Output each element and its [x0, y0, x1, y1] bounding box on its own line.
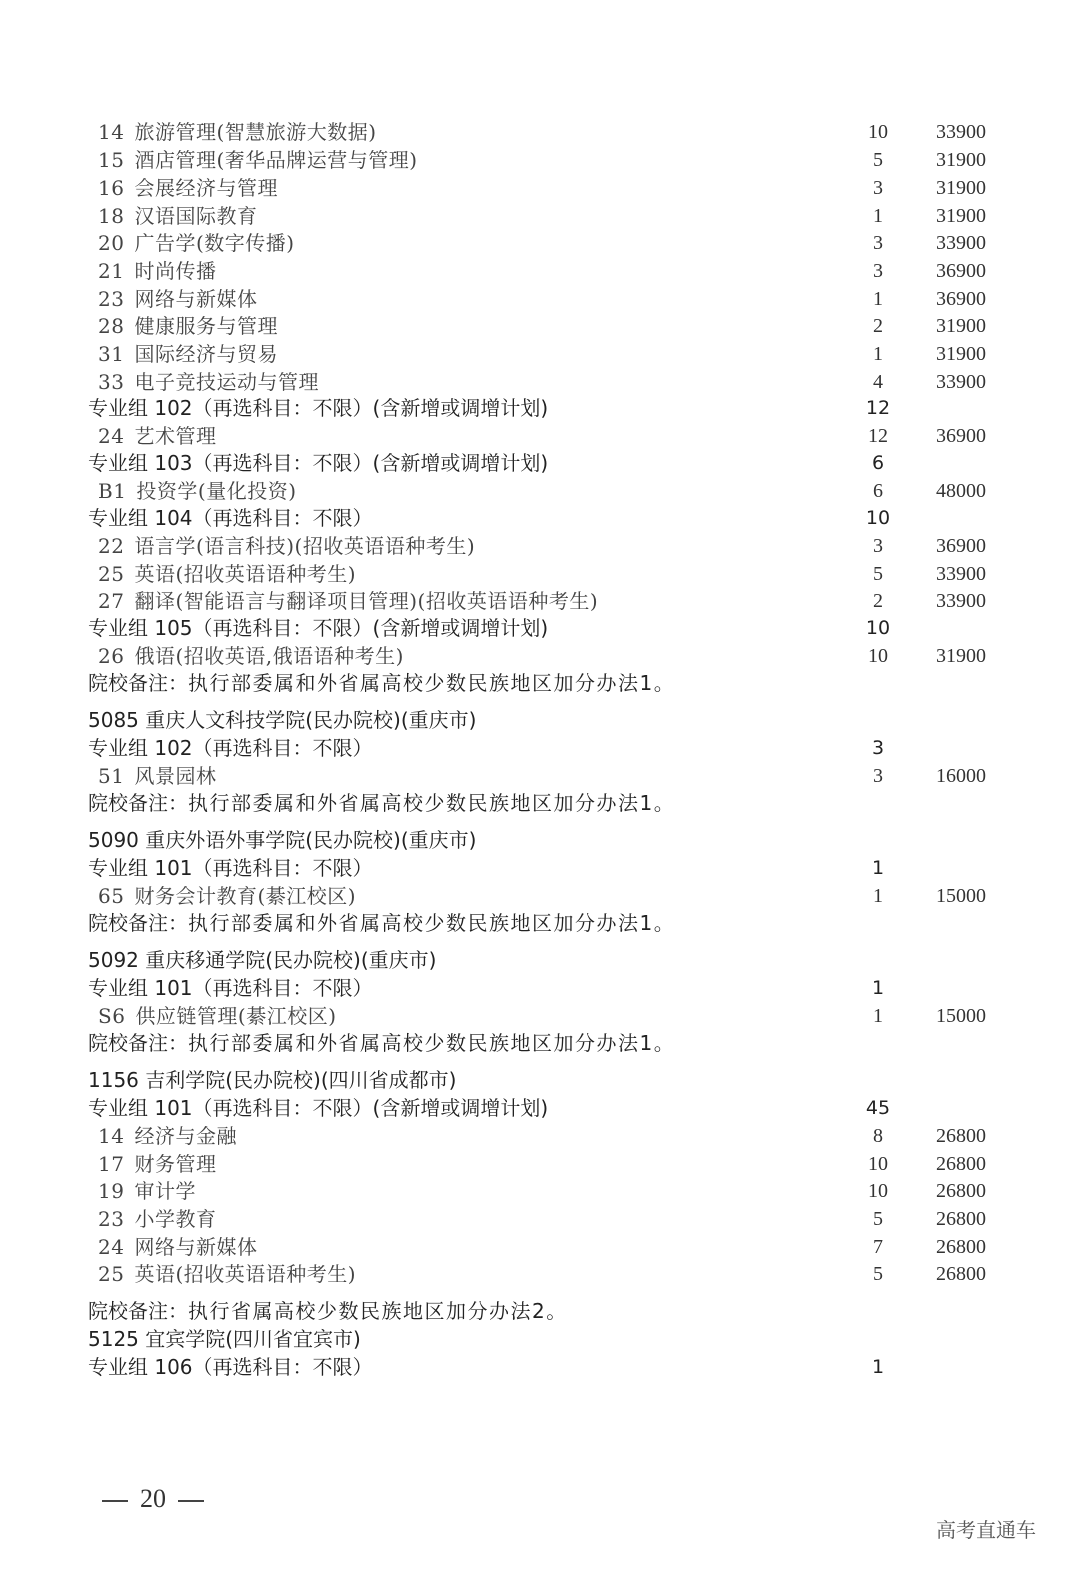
major-label — [98, 1177, 196, 1205]
note-key: 院校备注： — [88, 1299, 188, 1323]
major-name: 广告学(数字传播) — [134, 231, 295, 255]
major-code: 51 — [98, 764, 125, 788]
major-label — [98, 762, 216, 790]
major-code: 23 — [98, 287, 125, 311]
school-title: 5125 宜宾学院(四川省宜宾市) — [88, 1327, 361, 1351]
school-note — [88, 669, 675, 697]
group-row — [88, 1353, 1008, 1381]
note-row — [88, 789, 1008, 817]
watermark: 高考直通车 — [936, 1518, 1036, 1542]
major-code: S6 — [98, 1004, 126, 1028]
plan-count: 1 — [873, 343, 883, 365]
group-title: 专业组 104（再选科目：不限） — [88, 506, 373, 530]
major-name: 英语(招收英语语种考生) — [134, 562, 357, 586]
major-code: 28 — [98, 314, 125, 338]
major-row — [88, 118, 1008, 146]
school-note — [88, 1029, 675, 1057]
school-row — [88, 1066, 1008, 1094]
major-row — [88, 312, 1008, 340]
plan-count: 1 — [873, 885, 883, 907]
tuition-fee: 31900 — [936, 343, 986, 365]
note-text: 执行部委属和外省属高校少数民族地区加分办法1。 — [188, 791, 676, 815]
major-code: 33 — [98, 370, 125, 394]
school-title: 5085 重庆人文科技学院(民办院校)(重庆市) — [88, 708, 477, 732]
tuition-fee: 31900 — [936, 645, 986, 667]
major-label — [98, 1205, 216, 1233]
plan-count: 5 — [873, 563, 883, 585]
major-name: 酒店管理(奢华品牌运营与管理) — [134, 148, 418, 172]
major-code: 16 — [98, 176, 125, 200]
plan-count: 6 — [871, 452, 885, 474]
plan-count: 3 — [873, 260, 883, 282]
major-label — [98, 202, 257, 230]
plan-count: 6 — [873, 480, 883, 502]
tuition-fee: 48000 — [936, 480, 986, 502]
tuition-fee: 31900 — [936, 149, 986, 171]
major-name: 汉语国际教育 — [134, 204, 258, 228]
major-code: 19 — [98, 1179, 125, 1203]
group-title: 专业组 101（再选科目：不限） — [88, 856, 373, 880]
major-label — [98, 1260, 356, 1288]
plan-count: 3 — [873, 535, 883, 557]
plan-count: 5 — [873, 149, 883, 171]
major-label — [98, 340, 278, 368]
plan-count: 3 — [873, 232, 883, 254]
major-label — [98, 1150, 216, 1178]
school-note — [88, 1297, 568, 1325]
plan-count: 3 — [871, 737, 885, 759]
major-label — [98, 477, 297, 505]
tuition-fee: 26800 — [936, 1153, 986, 1175]
tuition-fee: 36900 — [936, 288, 986, 310]
major-name: 财务会计教育(綦江校区) — [134, 884, 357, 908]
group-title: 专业组 101（再选科目：不限）(含新增或调增计划) — [88, 1096, 549, 1120]
major-label — [98, 532, 475, 560]
plan-count: 2 — [873, 590, 883, 612]
major-code: 65 — [98, 884, 125, 908]
dash-right — [178, 1500, 204, 1502]
school-row — [88, 706, 1008, 734]
school-title: 1156 吉利学院(民办院校)(四川省成都市) — [88, 1068, 457, 1092]
major-label — [98, 229, 295, 257]
tuition-fee: 26800 — [936, 1263, 986, 1285]
plan-count: 10 — [868, 121, 888, 143]
major-row — [88, 1260, 1008, 1288]
tuition-fee: 33900 — [936, 590, 986, 612]
major-label — [98, 560, 356, 588]
plan-count: 3 — [873, 765, 883, 787]
major-code: 24 — [98, 424, 125, 448]
plan-count: 3 — [873, 177, 883, 199]
tuition-fee: 36900 — [936, 535, 986, 557]
plan-count: 10 — [868, 1180, 888, 1202]
school-row — [88, 826, 1008, 854]
major-label — [98, 257, 216, 285]
major-name: 艺术管理 — [134, 424, 217, 448]
tuition-fee: 36900 — [936, 425, 986, 447]
plan-count: 1 — [873, 288, 883, 310]
major-row — [88, 477, 1008, 505]
major-name: 英语(招收英语语种考生) — [134, 1262, 357, 1286]
plan-count: 45 — [865, 1097, 891, 1119]
major-name: 投资学(量化投资) — [136, 479, 297, 503]
major-name: 审计学 — [134, 1179, 196, 1203]
major-name: 健康服务与管理 — [134, 314, 278, 338]
major-code: 31 — [98, 342, 125, 366]
school-title: 5090 重庆外语外事学院(民办院校)(重庆市) — [88, 828, 477, 852]
major-name: 翻译(智能语言与翻译项目管理)(招收英语语种考生) — [134, 589, 599, 613]
group-title: 专业组 105（再选科目：不限）(含新增或调增计划) — [88, 616, 549, 640]
major-row — [88, 587, 1008, 615]
major-label — [98, 368, 319, 396]
major-row — [88, 1122, 1008, 1150]
major-name: 时尚传播 — [134, 259, 217, 283]
group-row — [88, 734, 1008, 762]
group-row — [88, 504, 1008, 532]
major-row — [88, 882, 1008, 910]
major-code: 14 — [98, 1124, 125, 1148]
plan-count: 10 — [865, 507, 891, 529]
major-label — [98, 285, 257, 313]
plan-count: 10 — [868, 1153, 888, 1175]
major-row — [88, 642, 1008, 670]
major-code: 14 — [98, 120, 125, 144]
major-label — [98, 174, 278, 202]
major-name: 财务管理 — [134, 1152, 217, 1176]
major-label — [98, 146, 418, 174]
major-row — [88, 762, 1008, 790]
major-row — [88, 1205, 1008, 1233]
group-title: 专业组 102（再选科目：不限）(含新增或调增计划) — [88, 396, 549, 420]
plan-count: 1 — [871, 1356, 885, 1378]
note-row — [88, 1029, 1008, 1057]
plan-count: 1 — [871, 857, 885, 879]
group-row — [88, 974, 1008, 1002]
tuition-fee: 33900 — [936, 232, 986, 254]
major-code: 18 — [98, 204, 125, 228]
plan-count: 12 — [868, 425, 888, 447]
group-row — [88, 854, 1008, 882]
major-code: 27 — [98, 589, 125, 613]
tuition-fee: 16000 — [936, 765, 986, 787]
school-row — [88, 946, 1008, 974]
tuition-fee: 31900 — [936, 205, 986, 227]
major-name: 语言学(语言科技)(招收英语语种考生) — [134, 534, 476, 558]
major-code: 21 — [98, 259, 125, 283]
note-key: 院校备注： — [88, 671, 188, 695]
major-row — [88, 257, 1008, 285]
major-name: 会展经济与管理 — [134, 176, 278, 200]
major-name: 网络与新媒体 — [134, 1235, 258, 1259]
major-code: 17 — [98, 1152, 125, 1176]
major-code: 25 — [98, 562, 125, 586]
major-label — [98, 1122, 237, 1150]
major-row — [88, 202, 1008, 230]
note-text: 执行部委属和外省属高校少数民族地区加分办法1。 — [188, 911, 676, 935]
page-number-value: 20 — [140, 1484, 166, 1513]
major-code: 23 — [98, 1207, 125, 1231]
tuition-fee: 26800 — [936, 1208, 986, 1230]
group-title: 专业组 101（再选科目：不限） — [88, 976, 373, 1000]
school-note — [88, 789, 675, 817]
plan-count: 2 — [873, 315, 883, 337]
plan-count: 12 — [865, 397, 891, 419]
major-label — [98, 642, 404, 670]
major-row — [88, 1177, 1008, 1205]
major-row — [88, 340, 1008, 368]
group-title: 专业组 102（再选科目：不限） — [88, 736, 373, 760]
major-name: 小学教育 — [134, 1207, 217, 1231]
school-note — [88, 909, 675, 937]
major-name: 旅游管理(智慧旅游大数据) — [134, 120, 377, 144]
major-code: 15 — [98, 148, 125, 172]
major-label — [98, 587, 598, 615]
plan-count: 5 — [873, 1263, 883, 1285]
group-row — [88, 394, 1008, 422]
note-row — [88, 1297, 1008, 1325]
major-label — [98, 882, 356, 910]
tuition-fee: 26800 — [936, 1125, 986, 1147]
major-code: 24 — [98, 1235, 125, 1259]
group-row — [88, 449, 1008, 477]
plan-count: 1 — [871, 977, 885, 999]
major-name: 网络与新媒体 — [134, 287, 258, 311]
major-row — [88, 1150, 1008, 1178]
major-name: 经济与金融 — [134, 1124, 237, 1148]
tuition-fee: 36900 — [936, 260, 986, 282]
major-row — [88, 422, 1008, 450]
note-key: 院校备注： — [88, 1031, 188, 1055]
major-code: 20 — [98, 231, 125, 255]
major-label — [98, 1002, 337, 1030]
major-name: 供应链管理(綦江校区) — [135, 1004, 337, 1028]
tuition-fee: 26800 — [936, 1180, 986, 1202]
major-row — [88, 174, 1008, 202]
major-name: 风景园林 — [134, 764, 217, 788]
plan-count: 10 — [865, 617, 891, 639]
plan-count: 4 — [873, 371, 883, 393]
plan-count: 1 — [873, 205, 883, 227]
plan-count: 1 — [873, 1005, 883, 1027]
major-row — [88, 229, 1008, 257]
plan-count: 10 — [868, 645, 888, 667]
major-name: 国际经济与贸易 — [134, 342, 278, 366]
major-row — [88, 1002, 1008, 1030]
plan-count: 7 — [873, 1236, 883, 1258]
major-label — [98, 118, 377, 146]
tuition-fee: 15000 — [936, 1005, 986, 1027]
note-text: 执行省属高校少数民族地区加分办法2。 — [188, 1299, 568, 1323]
group-title: 专业组 106（再选科目：不限） — [88, 1355, 373, 1379]
tuition-fee: 33900 — [936, 121, 986, 143]
major-label — [98, 422, 216, 450]
major-code: B1 — [98, 479, 127, 503]
tuition-fee: 26800 — [936, 1236, 986, 1258]
major-label — [98, 312, 278, 340]
major-row — [88, 285, 1008, 313]
tuition-fee: 33900 — [936, 371, 986, 393]
group-title: 专业组 103（再选科目：不限）(含新增或调增计划) — [88, 451, 549, 475]
major-code: 26 — [98, 644, 125, 668]
major-code: 22 — [98, 534, 125, 558]
group-row — [88, 614, 1008, 642]
major-row — [88, 532, 1008, 560]
major-row — [88, 368, 1008, 396]
dash-left — [102, 1500, 128, 1502]
note-key: 院校备注： — [88, 911, 188, 935]
major-row — [88, 1233, 1008, 1261]
tuition-fee: 31900 — [936, 177, 986, 199]
note-text: 执行部委属和外省属高校少数民族地区加分办法1。 — [188, 671, 676, 695]
group-row — [88, 1094, 1008, 1122]
tuition-fee: 31900 — [936, 315, 986, 337]
tuition-fee: 33900 — [936, 563, 986, 585]
page-number — [90, 1484, 216, 1514]
major-row — [88, 146, 1008, 174]
note-row — [88, 909, 1008, 937]
major-code: 25 — [98, 1262, 125, 1286]
major-name: 俄语(招收英语,俄语语种考生) — [134, 644, 404, 668]
note-text: 执行部委属和外省属高校少数民族地区加分办法1。 — [188, 1031, 676, 1055]
major-name: 电子竞技运动与管理 — [134, 370, 319, 394]
note-row — [88, 669, 1008, 697]
tuition-fee: 15000 — [936, 885, 986, 907]
school-row — [88, 1325, 1008, 1353]
plan-count: 5 — [873, 1208, 883, 1230]
note-key: 院校备注： — [88, 791, 188, 815]
major-label — [98, 1233, 257, 1261]
school-title: 5092 重庆移通学院(民办院校)(重庆市) — [88, 948, 437, 972]
plan-count: 8 — [873, 1125, 883, 1147]
major-row — [88, 560, 1008, 588]
